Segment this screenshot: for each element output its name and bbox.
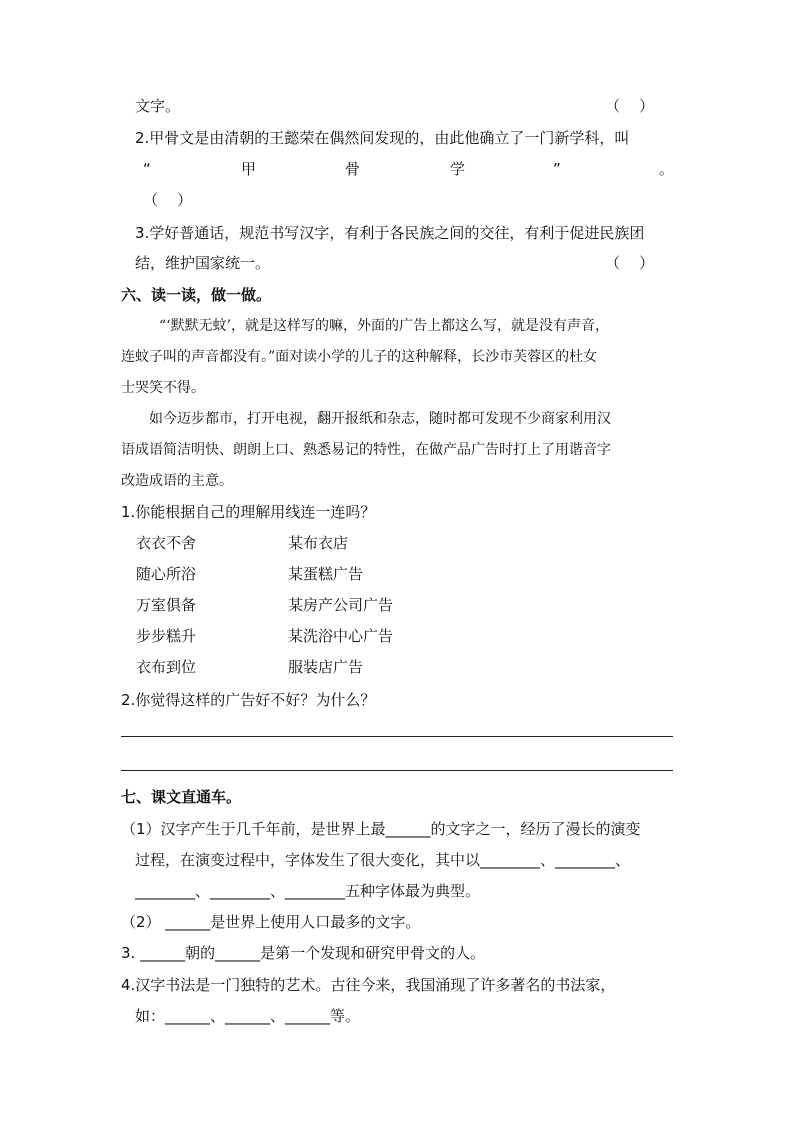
idiom-item[interactable]: 万室俱备 bbox=[136, 596, 197, 614]
ad-item[interactable]: 某蛋糕广告 bbox=[288, 565, 364, 583]
ad-item[interactable]: 某布衣店 bbox=[288, 534, 349, 552]
answer-paren-2[interactable]: （ ） bbox=[143, 191, 193, 209]
term-char-2: 骨 bbox=[345, 160, 361, 178]
fill-line-5[interactable]: 3. ______朝的______是第一个发现和研究甲骨文的人。 bbox=[121, 944, 486, 962]
answer-line-1[interactable] bbox=[121, 736, 673, 737]
period: 。 bbox=[659, 160, 675, 178]
passage-2-line-1: 如今迈步都市，打开电视，翻开报纸和杂志，随时都可发现不少商家利用汉 bbox=[149, 411, 611, 427]
fill-line-3[interactable]: ________、________、________五种字体最为典型。 bbox=[135, 882, 481, 900]
judge-line-4: 3.学好普通话，规范书写汉字，有利于各民族之间的交往，有利于促进民族团 bbox=[135, 224, 645, 242]
question-1: 1.你能根据自己的理解用线连一连吗？ bbox=[121, 503, 376, 521]
question-2: 2.你觉得这样的广告好不好？为什么？ bbox=[121, 691, 376, 709]
ad-item[interactable]: 某洗浴中心广告 bbox=[288, 627, 394, 645]
fill-line-6: 4.汉字书法是一门独特的艺术。古往今来，我国涌现了许多著名的书法家， bbox=[121, 976, 616, 994]
judge-line-1: 文字。 bbox=[135, 97, 181, 115]
quote-close: ” bbox=[553, 160, 561, 178]
fill-line-7[interactable]: 如：______、______、______等。 bbox=[135, 1007, 361, 1025]
section-6-heading: 六、读一读，做一做。 bbox=[121, 286, 272, 304]
passage-1-line-1: “‘默默无蚊’，就是这样写的嘛，外面的广告上都这么写，就是没有声音， bbox=[159, 318, 610, 334]
passage-2-line-3: 改造成语的主意。 bbox=[121, 473, 233, 489]
judge-line-5: 结，维护国家统一。 bbox=[135, 254, 271, 272]
answer-line-2[interactable] bbox=[121, 770, 673, 771]
idiom-item[interactable]: 随心所浴 bbox=[136, 565, 197, 583]
ad-item[interactable]: 服装店广告 bbox=[288, 658, 364, 676]
passage-1-line-2: 连蚊子叫的声音都没有。”面对读小学的儿子的这种解释，长沙市芙蓉区的杜女 bbox=[121, 349, 598, 365]
quote-open: “ bbox=[143, 160, 151, 178]
answer-paren-1[interactable]: （ ） bbox=[605, 97, 655, 115]
fill-line-2[interactable]: 过程，在演变过程中，字体发生了很大变化，其中以________、________、 bbox=[135, 851, 631, 869]
idiom-item[interactable]: 衣布到位 bbox=[136, 658, 197, 676]
fill-line-4[interactable]: （2） ______是世界上使用人口最多的文字。 bbox=[121, 913, 421, 931]
section-7-heading: 七、课文直通车。 bbox=[121, 788, 242, 806]
judge-line-2: 2.甲骨文是由清朝的王懿荣在偶然间发现的，由此他确立了一门新学科，叫 bbox=[135, 129, 630, 147]
term-char-3: 学 bbox=[450, 160, 466, 178]
idiom-item[interactable]: 衣衣不舍 bbox=[136, 534, 197, 552]
passage-1-line-3: 士哭笑不得。 bbox=[121, 380, 205, 396]
term-char-1: 甲 bbox=[241, 160, 257, 178]
fill-line-1[interactable]: （1）汉字产生于几千年前，是世界上最______的文字之一，经历了漫长的演变 bbox=[121, 820, 641, 838]
ad-item[interactable]: 某房产公司广告 bbox=[288, 596, 394, 614]
idiom-item[interactable]: 步步糕升 bbox=[136, 627, 197, 645]
passage-2-line-2: 语成语简洁明快、朗朗上口、熟悉易记的特性，在做产品广告时打上了用谐音字 bbox=[121, 442, 611, 458]
answer-paren-3[interactable]: （ ） bbox=[605, 254, 655, 272]
